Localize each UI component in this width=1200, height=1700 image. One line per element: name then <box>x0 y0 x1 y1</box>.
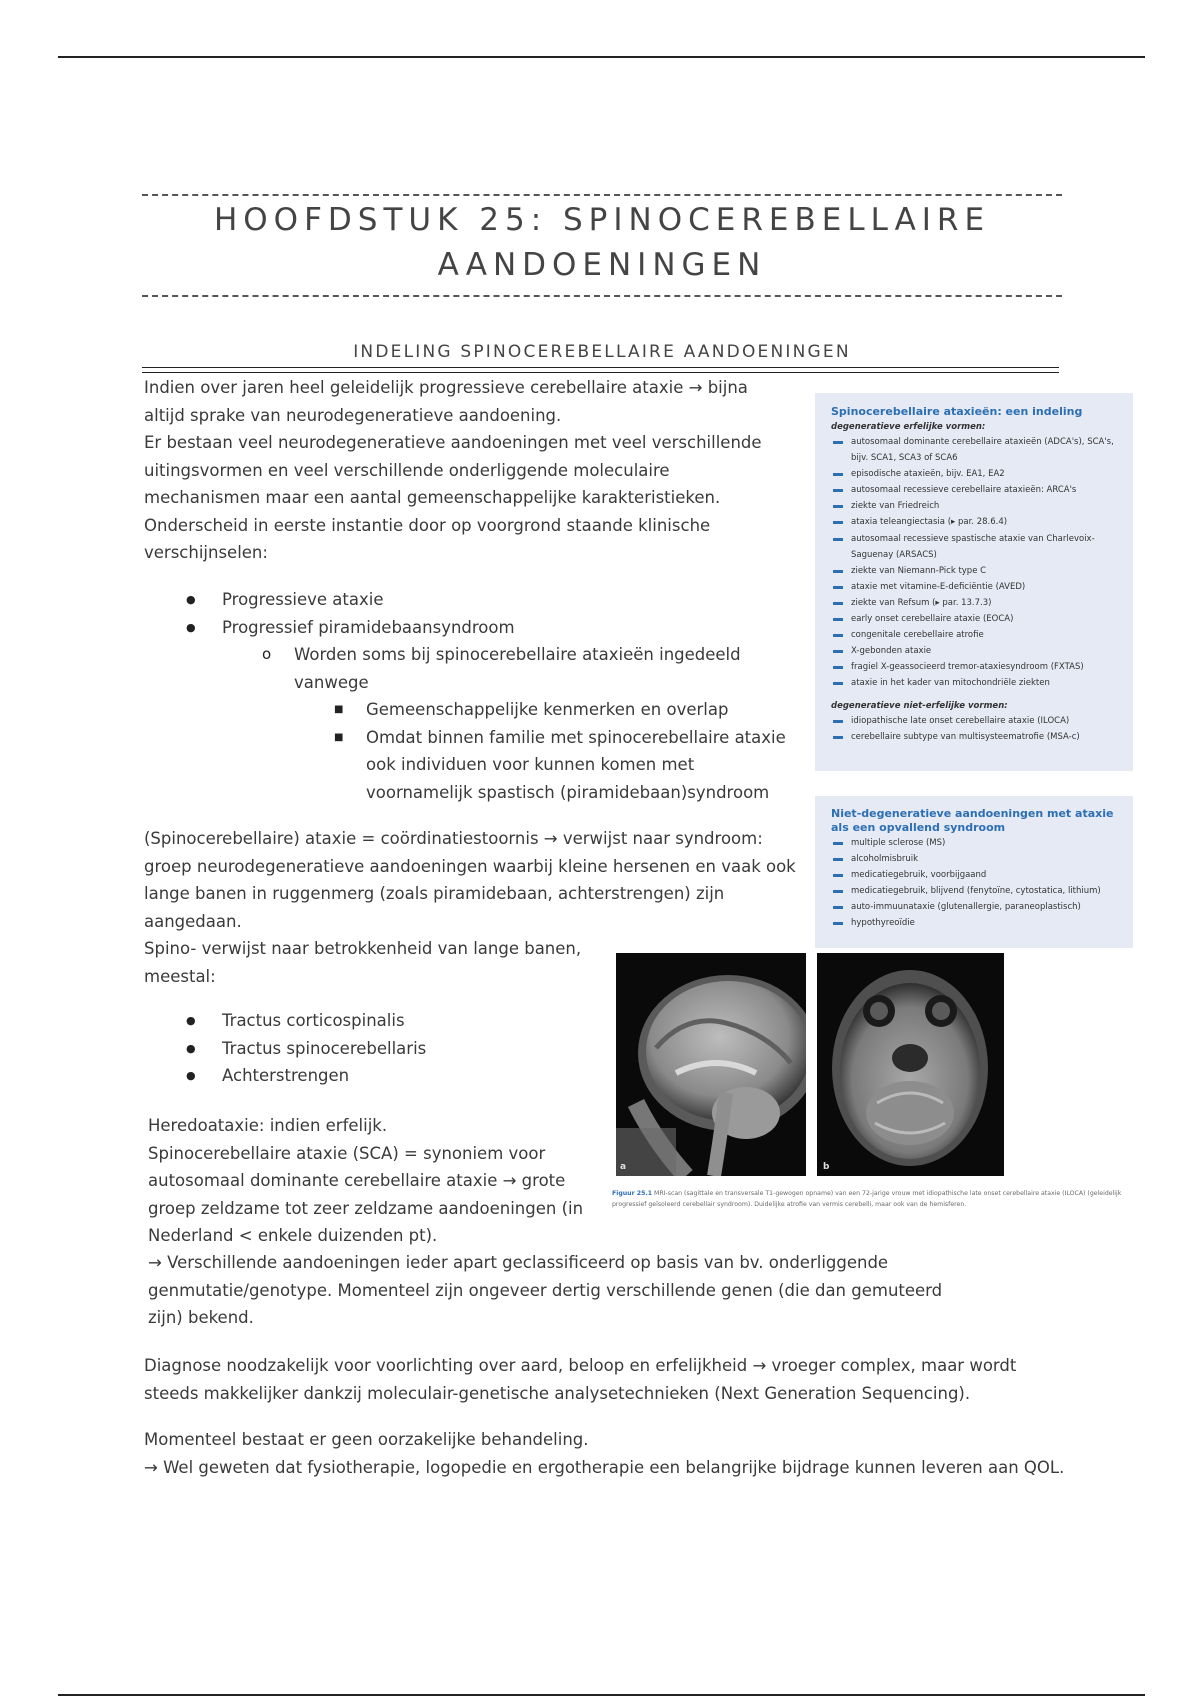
chapter-title: HOOFDSTUK 25: SPINOCEREBELLAIRE AANDOENINGEN <box>213 202 991 283</box>
list-item: o Worden soms bij spinocerebellaire ataxieën ingedeeld vanwege <box>144 641 794 696</box>
list-item: ataxia teleangiectasia (▸ par. 28.6.4) <box>831 514 1123 530</box>
treatment-block <box>144 1426 1074 1481</box>
bottom-rule <box>58 1694 1145 1696</box>
list-item: medicatiegebruik, voorbijgaand <box>831 867 1123 883</box>
list-item: ziekte van Friedreich <box>831 498 1123 514</box>
section-rule <box>142 367 1059 373</box>
figure-caption-text: MRI-scan (sagittale en transversale T1-gewogen opname) van een 72-jarige vrouw met idiopathische late onset cerebellaire ataxie (ILOCA) (geleidelijk progressief geïsoleerd cerebellair syndroom). Duidelijke atrofie van vermis cerebelli, maar ook van de hemisferen. <box>612 1190 1122 1208</box>
list-item: congenitale cerebellaire atrofie <box>831 627 1123 643</box>
title-dash-bottom <box>142 295 1062 297</box>
heredo-block <box>148 1112 593 1250</box>
list-item: ataxie met vitamine-E-deficiëntie (AVED) <box>831 579 1123 595</box>
panel-label-b: b <box>823 1162 830 1172</box>
classification-box <box>815 393 1133 771</box>
list-item: ataxie in het kader van mitochondriële ziekten <box>831 675 1123 691</box>
list-item: alcoholmisbruik <box>831 851 1123 867</box>
classification-box-title: Spinocerebellaire ataxieën: een indeling <box>831 405 1083 418</box>
list-item: ziekte van Niemann-Pick type C <box>831 563 1123 579</box>
list-item: ● Tractus corticospinalis <box>144 1007 564 1035</box>
list-item: hypothyreoïdie <box>831 915 1123 931</box>
list-item: ■ Gemeenschappelijke kenmerken en overlap <box>144 696 794 724</box>
mri-sagittal-image <box>616 953 806 1176</box>
list-item: ■ Omdat binnen familie met spinocerebellaire ataxie ook individuen voor kunnen komen met voornamelijk spastisch (piramidebaan)syndroom <box>144 724 794 807</box>
list-item: ● Achterstrengen <box>144 1062 564 1090</box>
list-item: autosomaal recessieve cerebellaire ataxieën: ARCA's <box>831 482 1123 498</box>
list-item: ● Tractus spinocerebellaris <box>144 1035 564 1063</box>
non-degenerative-box-title: Niet-degeneratieve aandoeningen met ataxie als een opvallend syndroom <box>831 807 1114 834</box>
intro-block <box>144 374 784 567</box>
list-item: fragiel X-geassocieerd tremor-ataxiesyndroom (FXTAS) <box>831 659 1123 675</box>
section-title: INDELING SPINOCEREBELLAIRE AANDOENINGEN <box>353 342 851 362</box>
intro-paragraph-1: Indien over jaren heel geleidelijk progressieve cerebellaire ataxie → bijna altijd sprake van neurodegeneratieve aandoening. <box>144 378 748 425</box>
list-item: early onset cerebellaire ataxie (EOCA) <box>831 611 1123 627</box>
list-item: autosomaal recessieve spastische ataxie van Charlevoix-Saguenay (ARSACS) <box>831 531 1123 563</box>
list-item: autosomaal dominante cerebellaire ataxieën (ADCA's), SCA's, bijv. SCA1, SCA3 of SCA6 <box>831 434 1123 466</box>
mri-axial-image <box>817 953 1004 1176</box>
figure-caption-number: Figuur 25.1 <box>612 1190 653 1197</box>
figure-caption <box>612 1188 1157 1210</box>
list-item: auto-immuunataxie (glutenallergie, paraneoplastisch) <box>831 899 1123 915</box>
ataxia-paragraph-1: (Spinocerebellaire) ataxie = coördinatiestoornis → verwijst naar syndroom: groep neurodegeneratieve aandoeningen waarbij kleine hersenen en vaak ook lange banen in ruggenmerg (zoals piramidebaan, achterstrengen) zijn aangedaan. <box>144 829 796 931</box>
list-item: multiple sclerose (MS) <box>831 835 1123 851</box>
intro-paragraph-2: Er bestaan veel neurodegeneratieve aandoeningen met veel verschillende uitingsvormen en veel verschillende onderliggende moleculaire mechanismen maar een aantal gemeenschappelijke karakteristieken. <box>144 433 762 507</box>
top-rule <box>58 56 1145 58</box>
list-item: idiopathische late onset cerebellaire ataxie (ILOCA) <box>831 713 1123 729</box>
list-item: ● Progressief piramidebaansyndroom <box>144 614 794 642</box>
ataxia-paragraph-2: Spino- verwijst naar betrokkenheid van lange banen, meestal: <box>144 939 582 986</box>
clinical-bullets <box>144 586 794 806</box>
classification-box-subheading-2: degeneratieve niet-erfelijke vormen: <box>831 700 1008 711</box>
panel-label-a: a <box>620 1162 627 1172</box>
treatment-paragraph-2: → Wel geweten dat fysiotherapie, logopedie en ergotherapie een belangrijke bijdrage kunnen leveren aan QOL. <box>144 1457 1065 1477</box>
axial-brain-drawing <box>817 953 1004 1176</box>
diagnose-paragraph: Diagnose noodzakelijk voor voorlichting over aard, beloop en erfelijkheid → vroeger complex, maar wordt steeds makkelijker dankzij moleculair-genetische analysetechnieken (Next Generation Sequencing). <box>144 1356 1017 1403</box>
classification-box-subheading-1: degeneratieve erfelijke vormen: <box>831 422 986 432</box>
treatment-paragraph-1: Momenteel bestaat er geen oorzakelijke behandeling. <box>144 1430 589 1449</box>
list-item: ● Progressieve ataxie <box>144 586 794 614</box>
heredo-paragraph-2: Spinocerebellaire ataxie (SCA) = synoniem voor autosomaal dominante cerebellaire ataxie → grote groep zeldzame tot zeer zeldzame aandoeningen (in Nederland < enkele duizenden pt). <box>148 1143 584 1245</box>
non-degenerative-box <box>815 796 1133 948</box>
list-item: episodische ataxieën, bijv. EA1, EA2 <box>831 466 1123 482</box>
heredo-paragraph-3: → Verschillende aandoeningen ieder apart geclassificeerd op basis van bv. onderliggende genmutatie/genotype. Momenteel zijn ongeveer dertig verschillende genen (die dan gemuteerd zijn) bekend. <box>148 1253 943 1327</box>
tract-bullets <box>144 1007 564 1090</box>
title-dash-top <box>142 194 1062 196</box>
list-item: X-gebonden ataxie <box>831 643 1123 659</box>
intro-paragraph-3: Onderscheid in eerste instantie door op voorgrond staande klinische verschijnselen: <box>144 515 711 562</box>
sagittal-brain-drawing <box>616 953 806 1176</box>
list-item: cerebellaire subtype van multisysteematrofie (MSA-c) <box>831 729 1123 745</box>
heredo-paragraph-1: Heredoataxie: indien erfelijk. <box>148 1116 388 1135</box>
list-item: ziekte van Refsum (▸ par. 13.7.3) <box>831 595 1123 611</box>
list-item: medicatiegebruik, blijvend (fenytoïne, cytostatica, lithium) <box>831 883 1123 899</box>
